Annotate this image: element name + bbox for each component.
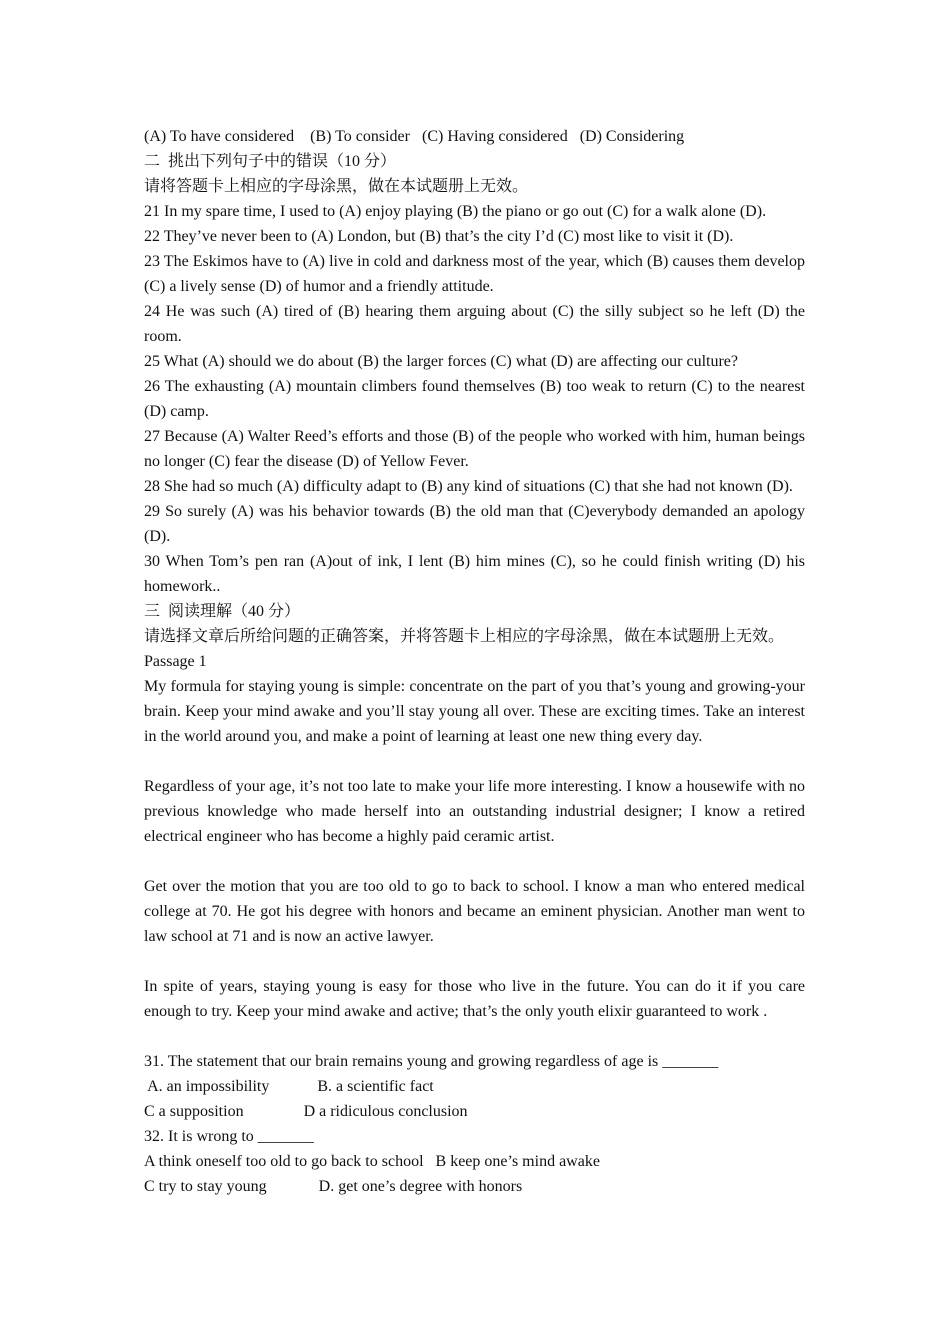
section-2-instruction: 请将答题卡上相应的字母涂黑，做在本试题册上无效。 <box>144 178 529 195</box>
question-32-options-ab: A think oneself too old to go back to school B keep one’s mind awake <box>144 1153 600 1170</box>
document-page <box>144 124 805 1199</box>
question-31-stem: 31. The statement that our brain remains young and growing regardless of age is _______ <box>144 1053 719 1070</box>
passage-paragraph-4: In spite of years, staying young is easy for those who live in the future. You can do it if you care enough to try. Keep your mind awake and active; that’s the only youth elixir guaranteed to work . <box>144 978 805 1020</box>
question-26: 26 The exhausting (A) mountain climbers found themselves (B) too weak to return (C) to the nearest (D) camp. <box>144 378 805 420</box>
question-28: 28 She had so much (A) difficulty adapt to (B) any kind of situations (C) that she had not known (D). <box>144 478 793 495</box>
blank-line <box>144 749 805 774</box>
question-31-options-cd: C a supposition D a ridiculous conclusion <box>144 1103 468 1120</box>
q20-options: (A) To have considered (B) To consider (C) Having considered (D) Considering <box>144 128 685 145</box>
question-32-options-cd: C try to stay young D. get one’s degree with honors <box>144 1178 523 1195</box>
section-2-heading: 二 挑出下列句子中的错误（10 分） <box>144 153 397 170</box>
question-22: 22 They’ve never been to (A) London, but (B) that’s the city I’d (C) most like to visit it (D). <box>144 228 734 245</box>
question-23: 23 The Eskimos have to (A) live in cold and darkness most of the year, which (B) causes them develop (C) a lively sense (D) of humor and a friendly attitude. <box>144 253 805 295</box>
question-30: 30 When Tom’s pen ran (A)out of ink, I lent (B) him mines (C), so he could finish writing (D) his homework.. <box>144 553 805 595</box>
section-3-instruction: 请选择文章后所给问题的正确答案，并将答题卡上相应的字母涂黑，做在本试题册上无效。 <box>144 628 785 645</box>
blank-line <box>144 1024 805 1049</box>
question-25: 25 What (A) should we do about (B) the larger forces (C) what (D) are affecting our culture? <box>144 353 739 370</box>
passage-title: Passage 1 <box>144 653 207 670</box>
passage-paragraph-1: My formula for staying young is simple: concentrate on the part of you that’s young and growing-your brain. Keep your mind awake and you’ll stay young all over. These are exciting times. Take an interest in the world around you, and make a point of learning at least one new thing every day. <box>144 678 805 745</box>
question-24: 24 He was such (A) tired of (B) hearing them arguing about (C) the silly subject so he left (D) the room. <box>144 303 805 345</box>
question-29: 29 So surely (A) was his behavior towards (B) the old man that (C)everybody demanded an apology (D). <box>144 503 805 545</box>
passage-paragraph-2: Regardless of your age, it’s not too late to make your life more interesting. I know a housewife with no previous knowledge who made herself into an outstanding industrial designer; I know a retired electrical engineer who has become a highly paid ceramic artist. <box>144 778 805 845</box>
blank-line <box>144 949 805 974</box>
passage-paragraph-3: Get over the motion that you are too old to go to back to school. I know a man who entered medical college at 70. He got his degree with honors and became an eminent physician. Another man went to law school at 71 and is now an active lawyer. <box>144 878 805 945</box>
blank-line <box>144 849 805 874</box>
question-21: 21 In my spare time, I used to (A) enjoy playing (B) the piano or go out (C) for a walk alone (D). <box>144 203 767 220</box>
question-27: 27 Because (A) Walter Reed’s efforts and those (B) of the people who worked with him, human beings no longer (C) fear the disease (D) of Yellow Fever. <box>144 428 805 470</box>
question-31-options-ab: A. an impossibility B. a scientific fact <box>144 1078 434 1095</box>
section-3-heading: 三 阅读理解（40 分） <box>144 603 301 620</box>
question-32-stem: 32. It is wrong to _______ <box>144 1128 314 1145</box>
